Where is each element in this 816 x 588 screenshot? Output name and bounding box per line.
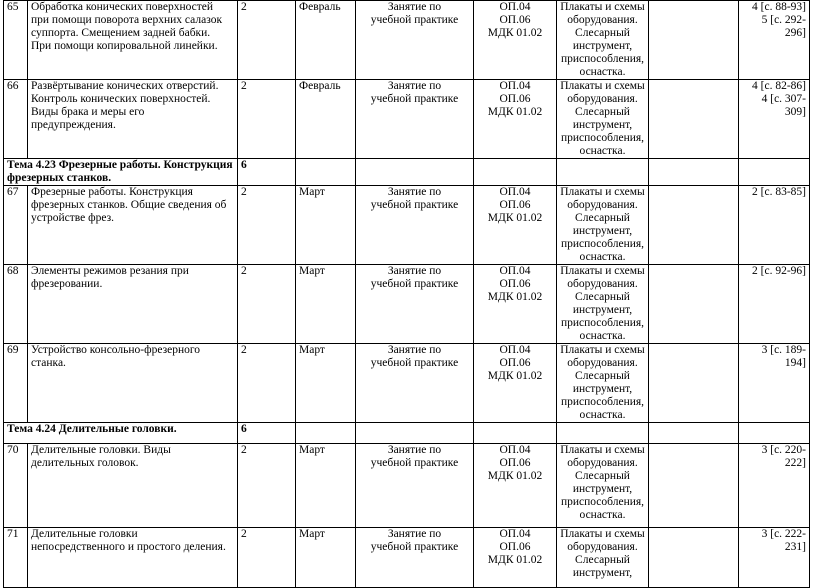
lesson-kind [356,1,474,80]
lesson-equipment-line: оснастка. [579,145,626,157]
lesson-codes-line: ОП.04 [499,1,531,13]
lesson-hours-text: 2 [241,1,247,13]
lesson-month [296,186,356,265]
lesson-hours [238,186,296,265]
theme-title [4,159,238,186]
lesson-equipment-line: приспособления, [560,496,645,508]
lesson-equipment-line: Слесарный [575,27,630,39]
lesson-refs-line: 3 [с. 222-231] [761,528,806,553]
lesson-month-text: Март [299,344,325,356]
lesson-codes [474,265,557,344]
empty-cell [296,423,356,444]
lesson-number-text: 65 [7,1,19,13]
lesson-codes [474,444,557,528]
lesson-equipment [557,80,649,159]
lesson-codes-line: ОП.06 [499,357,531,369]
empty-cell [649,423,739,444]
lesson-equipment-line: инструмент, [572,40,633,52]
theme-row [4,159,810,186]
lesson-month-text: Март [299,444,325,456]
lesson-kind-line: Занятие по [387,186,442,198]
lesson-equipment-line: инструмент, [572,483,633,495]
lesson-kind [356,80,474,159]
lesson-topic-line: непосредственного и простого деления. [31,541,226,553]
lesson-hours-text: 2 [241,80,247,92]
lesson-equipment-line: приспособления, [560,396,645,408]
lesson-equipment-line: Плакаты и схемы [560,344,645,356]
lesson-month-text: Февраль [299,1,341,13]
empty-cell [739,159,810,186]
lesson-refs-line: 5 [с. 292-296] [761,14,806,39]
lesson-refs-line: 3 [с. 189-194] [761,344,806,369]
lesson-topic-line: Делительные головки. Виды [31,444,171,456]
lesson-equipment-line: приспособления, [560,132,645,144]
lesson-refs-line: 2 [с. 92-96] [752,265,806,277]
lesson-hours-text: 2 [241,265,247,277]
lesson-topic-line: фрезерных станков. Общие сведения об [31,199,227,211]
empty-cell [649,1,739,80]
lesson-equipment-line: инструмент, [572,567,633,579]
lesson-equipment-line: инструмент, [572,304,633,316]
empty-cell [474,423,557,444]
empty-cell [649,186,739,265]
lesson-codes [474,186,557,265]
lesson-equipment [557,444,649,528]
lesson-number-text: 67 [7,186,19,198]
lesson-equipment [557,186,649,265]
lesson-codes-line: ОП.04 [499,344,531,356]
lesson-equipment [557,265,649,344]
theme-title-line: фрезерных станков. [7,172,112,184]
lesson-equipment-line: оборудования. [567,93,638,105]
lesson-topic-line: Развёртывание конических отверстий. [31,80,219,92]
lesson-codes-line: ОП.04 [499,444,531,456]
lesson-refs-line: 3 [с. 220-222] [761,444,806,469]
lesson-codes-line: ОП.04 [499,265,531,277]
lesson-month-text: Март [299,265,325,277]
lesson-equipment-line: Плакаты и схемы [560,186,645,198]
lesson-topic-line: Обработка конических поверхностей [31,1,214,13]
lesson-kind [356,265,474,344]
lesson-codes-line: МДК 01.02 [487,470,543,482]
curriculum-table [3,0,810,588]
lesson-hours [238,80,296,159]
lesson-codes-line: ОП.04 [499,80,531,92]
theme-title-line: Тема 4.24 Делительные головки. [7,423,177,435]
lesson-number [4,444,28,528]
lesson-equipment-line: Плакаты и схемы [560,528,645,540]
lesson-hours [238,265,296,344]
lesson-month [296,344,356,423]
lesson-codes-line: МДК 01.02 [487,370,543,382]
lesson-kind-line: учебной практике [370,457,459,469]
lesson-topic [28,1,238,80]
lesson-topic [28,80,238,159]
lesson-codes-line: МДК 01.02 [487,27,543,39]
empty-cell [296,159,356,186]
lesson-codes-line: ОП.06 [499,199,531,211]
lesson-kind-line: Занятие по [387,528,442,540]
lesson-hours [238,1,296,80]
lesson-number [4,265,28,344]
lesson-refs [739,1,810,80]
lesson-refs [739,80,810,159]
theme-hours [238,159,296,186]
lesson-number-text: 68 [7,265,19,277]
lesson-equipment [557,1,649,80]
lesson-kind-line: Занятие по [387,265,442,277]
lesson-topic-line: устройстве фрез. [31,212,115,224]
lesson-codes-line: ОП.04 [499,528,531,540]
lesson-equipment-line: приспособления, [560,238,645,250]
lesson-kind [356,186,474,265]
lesson-codes [474,1,557,80]
lesson-kind-line: Занятие по [387,444,442,456]
lesson-topic [28,444,238,528]
empty-cell [739,423,810,444]
lesson-topic [28,186,238,265]
lesson-topic-line: Контроль конических поверхностей. [31,93,211,105]
lesson-equipment-line: оснастка. [579,409,626,421]
lesson-number-text: 71 [7,528,19,540]
lesson-kind-line: учебной практике [370,541,459,553]
lesson-topic-line: Делительные головки [31,528,138,540]
lesson-kind-line: учебной практике [370,93,459,105]
lesson-kind-line: Занятие по [387,344,442,356]
table-row [4,1,810,80]
lesson-topic-line: Виды брака и меры его [31,106,145,118]
lesson-equipment-line: оборудования. [567,357,638,369]
lesson-refs-line: 2 [с. 83-85] [752,186,806,198]
table-body [4,1,810,588]
lesson-codes [474,344,557,423]
lesson-equipment-line: Плакаты и схемы [560,1,645,13]
lesson-kind-line: учебной практике [370,14,459,26]
lesson-codes [474,80,557,159]
lesson-equipment-line: оснастка. [579,251,626,263]
lesson-codes-line: ОП.06 [499,14,531,26]
lesson-kind [356,344,474,423]
empty-cell [649,344,739,423]
empty-cell [474,159,557,186]
lesson-number [4,80,28,159]
lesson-refs [739,186,810,265]
lesson-month [296,80,356,159]
table-row [4,80,810,159]
theme-hours-text: 6 [241,159,247,171]
lesson-kind-line: учебной практике [370,199,459,211]
theme-title [4,423,238,444]
empty-cell [649,265,739,344]
lesson-equipment-line: оборудования. [567,541,638,553]
lesson-number-text: 66 [7,80,19,92]
lesson-equipment-line: Плакаты и схемы [560,444,645,456]
lesson-equipment [557,344,649,423]
lesson-codes-line: ОП.06 [499,93,531,105]
lesson-equipment-line: оборудования. [567,457,638,469]
lesson-topic-line: делительных головок. [31,457,139,469]
lesson-topic-line: Элементы режимов резания при [31,265,189,277]
lesson-equipment-line: инструмент, [572,119,633,131]
lesson-month-text: Февраль [299,80,341,92]
empty-cell [649,80,739,159]
table-row [4,444,810,528]
lesson-codes-line: ОП.06 [499,457,531,469]
lesson-topic-line: При помощи копировальной линейки. [31,40,218,52]
lesson-equipment-line: Плакаты и схемы [560,80,645,92]
lesson-number-text: 69 [7,344,19,356]
lesson-codes-line: ОП.06 [499,541,531,553]
table-row [4,186,810,265]
lesson-kind-line: учебной практике [370,357,459,369]
lesson-kind-line: Занятие по [387,80,442,92]
theme-hours [238,423,296,444]
lesson-kind [356,444,474,528]
lesson-month [296,1,356,80]
lesson-codes-line: МДК 01.02 [487,291,543,303]
lesson-equipment-line: Плакаты и схемы [560,265,645,277]
lesson-month-text: Март [299,186,325,198]
lesson-equipment-line: Слесарный [575,370,630,382]
lesson-equipment-line: оборудования. [567,14,638,26]
lesson-hours-text: 2 [241,444,247,456]
lesson-kind-line: учебной практике [370,278,459,290]
lesson-month [296,444,356,528]
lesson-topic-line: станка. [31,357,66,369]
empty-cell [557,423,649,444]
lesson-month [296,265,356,344]
lesson-topic-line: суппорта. Смещением задней бабки. [31,27,211,39]
lesson-equipment-line: оснастка. [579,509,626,521]
lesson-number [4,344,28,423]
lesson-equipment-line: Слесарный [575,470,630,482]
lesson-hours-text: 2 [241,186,247,198]
lesson-month-text: Март [299,528,325,540]
lesson-equipment-line: Слесарный [575,554,630,566]
table-row [4,265,810,344]
lesson-refs-line: 4 [с. 307-309] [761,93,806,118]
lesson-codes-line: МДК 01.02 [487,554,543,566]
lesson-hours-text: 2 [241,344,247,356]
lesson-equipment-line: инструмент, [572,383,633,395]
empty-cell [557,159,649,186]
lesson-topic-line: Устройство консольно-фрезерного [31,344,201,356]
lesson-equipment-line: оборудования. [567,199,638,211]
theme-title-line: Тема 4.23 Фрезерные работы. Конструкция [7,159,233,171]
lesson-number [4,1,28,80]
lesson-hours-text: 2 [241,528,247,540]
lesson-hours [238,344,296,423]
lesson-refs [739,344,810,423]
lesson-topic [28,344,238,423]
empty-cell [356,159,474,186]
lesson-kind-line: Занятие по [387,1,442,13]
lesson-equipment-line: оснастка. [579,330,626,342]
lesson-topic [28,265,238,344]
lesson-codes-line: ОП.04 [499,186,531,198]
lesson-equipment-line: приспособления, [560,317,645,329]
lesson-refs [739,265,810,344]
theme-row [4,423,810,444]
lesson-refs-line: 4 [с. 82-86] [752,80,806,92]
lesson-equipment-line: инструмент, [572,225,633,237]
lesson-refs-line: 4 [с. 88-93] [752,1,806,13]
lesson-refs [739,444,810,528]
theme-hours-text: 6 [241,423,247,435]
lesson-topic-line: предупреждения. [31,119,116,131]
lesson-equipment-line: оснастка. [579,66,626,78]
lesson-codes-line: МДК 01.02 [487,106,543,118]
lesson-codes-line: МДК 01.02 [487,212,543,224]
lesson-equipment-line: Слесарный [575,291,630,303]
lesson-codes-line: ОП.06 [499,278,531,290]
lesson-equipment-line: Слесарный [575,106,630,118]
lesson-topic-line: фрезеровании. [31,278,103,290]
lesson-equipment-line: Слесарный [575,212,630,224]
lesson-equipment-line: оборудования. [567,278,638,290]
lesson-equipment-line: приспособления, [560,53,645,65]
lesson-hours [238,444,296,528]
empty-cell [356,423,474,444]
lesson-number-text: 70 [7,444,19,456]
table-row [4,344,810,423]
empty-cell [649,444,739,528]
lesson-topic-line: при помощи поворота верхних салазок [31,14,223,26]
lesson-number [4,186,28,265]
lesson-topic-line: Фрезерные работы. Конструкция [31,186,193,198]
empty-cell [649,159,739,186]
